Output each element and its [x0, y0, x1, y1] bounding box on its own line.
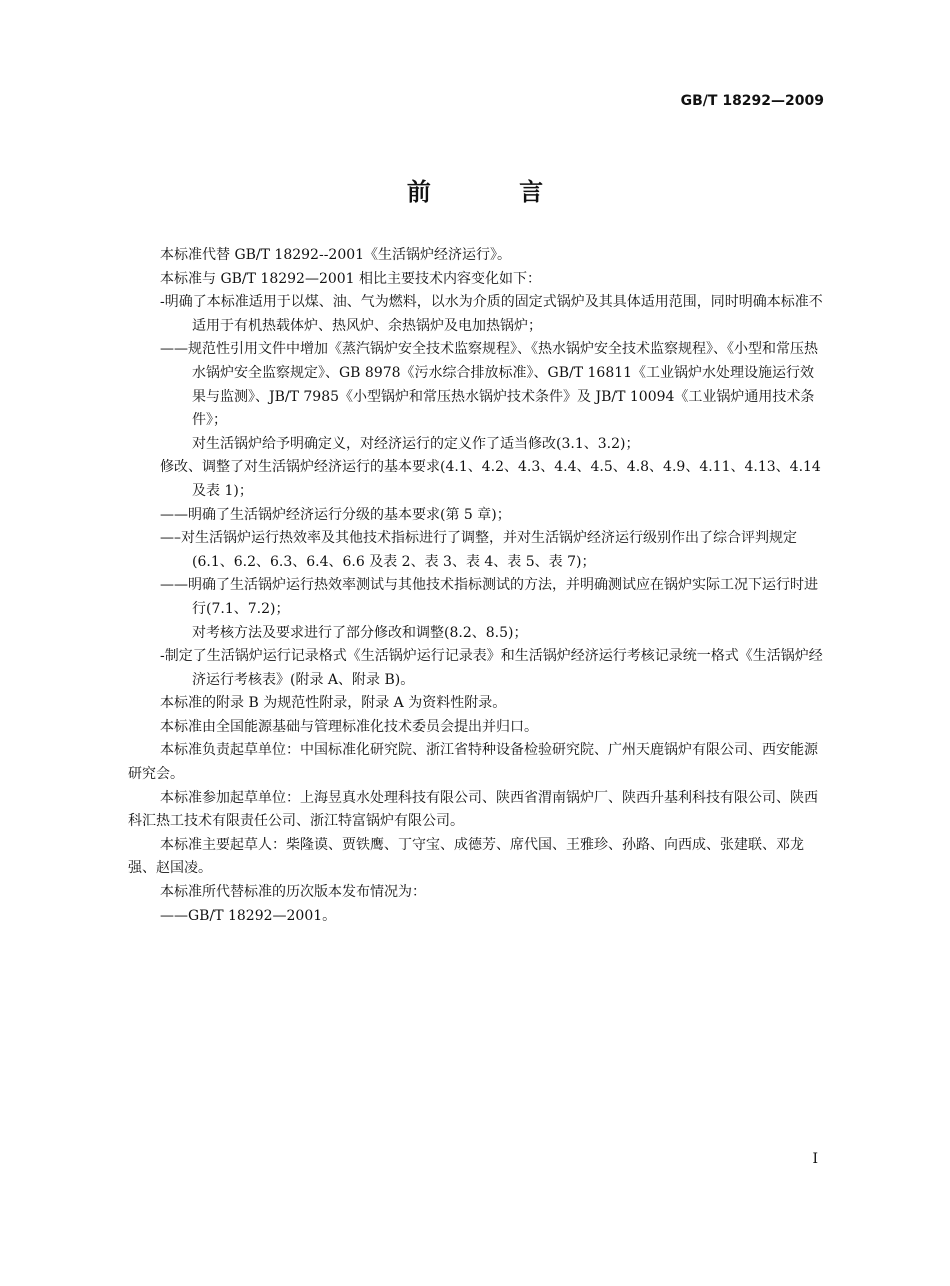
paragraph-history-intro: 本标准所代替标准的历次版本发布情况为： — [160, 884, 426, 901]
standard-code: GB/T 18292—2009 — [680, 93, 824, 109]
paragraph-participating-drafters: 本标准参加起草单位：上海昱真水处理科技有限公司、陕西省渭南锅炉厂、陕西升基利科技有限公司、陕西科汇热工技术有限责任公司、浙江特富锅炉有限公司。 — [128, 789, 818, 830]
foreword-body — [128, 244, 828, 928]
change-item-scope: -明确了本标准适用于以煤、油、气为燃料，以水为介质的固定式锅炉及其具体适用范围，同时明确本标准不适用于有机热载体炉、热风炉、余热锅炉及电加热锅炉； — [160, 294, 823, 334]
change-item-definition: 对生活锅炉给予明确定义，对经济运行的定义作了适当修改(3.1、3.2)； — [192, 435, 640, 452]
paragraph-annexes: 本标准的附录 B 为规范性附录，附录 A 为资料性附录。 — [160, 695, 507, 712]
page-title: 前 言 — [406, 178, 584, 206]
paragraph-lead-drafters: 本标准负责起草单位：中国标准化研究院、浙江省特种设备检验研究院、广州天鹿锅炉有限公司、西安能源研究会。 — [128, 742, 818, 783]
change-item-references: ——规范性引用文件中增加《蒸汽锅炉安全技术监察规程》、《热水锅炉安全技术监察规程》、《小型和常压热水锅炉安全监察规定》、GB 8978《污水综合排放标准》、GB/T 16811《工业锅炉水处理设施运行效果与监测》、JB/T 7985《小型锅炉和常压热水锅炉技术条件》及 JB/T 10094《工业锅炉通用技术条件》； — [160, 341, 818, 429]
paragraph-history-item: ——GB/T 18292—2001。 — [160, 907, 337, 924]
change-item-grading: ——明确了生活锅炉经济运行分级的基本要求(第 5 章)； — [160, 506, 511, 523]
paragraph-replaces: 本标准代替 GB/T 18292--2001《生活锅炉经济运行》。 — [160, 247, 512, 263]
change-item-requirements: 修改、调整了对生活锅炉经济运行的基本要求(4.1、4.2、4.3、4.4、4.5、4.8、4.9、4.11、4.13、4.14 及表 1)； — [160, 459, 821, 499]
paragraph-proposer: 本标准由全国能源基础与管理标准化技术委员会提出并归口。 — [160, 718, 538, 735]
change-item-records: -制定了生活锅炉运行记录格式《生活锅炉运行记录表》和生活锅炉经济运行考核记录统一格式《生活锅炉经济运行考核表》(附录 A、附录 B)。 — [160, 648, 823, 688]
change-item-testing: ——明确了生活锅炉运行热效率测试与其他技术指标测试的方法，并明确测试应在锅炉实际工况下运行时进行(7.1、7.2)； — [160, 577, 818, 617]
paragraph-main-drafters: 本标准主要起草人：柴隆谟、贾铁鹰、丁守宝、成德芳、席代国、王雅珍、孙路、向西成、张建联、邓龙强、赵国凌。 — [128, 836, 804, 877]
paragraph-changes-intro: 本标准与 GB/T 18292—2001 相比主要技术内容变化如下： — [160, 270, 542, 287]
change-item-assessment: 对考核方法及要求进行了部分修改和调整(8.2、8.5)； — [192, 624, 528, 641]
page-number: I — [812, 1151, 818, 1167]
change-item-efficiency: —–对生活锅炉运行热效率及其他技术指标进行了调整，并对生活锅炉经济运行级别作出了综合评判规定(6.1、6.2、6.3、6.4、6.6 及表 2、表 3、表 4、表 5、表 7)； — [160, 530, 797, 570]
